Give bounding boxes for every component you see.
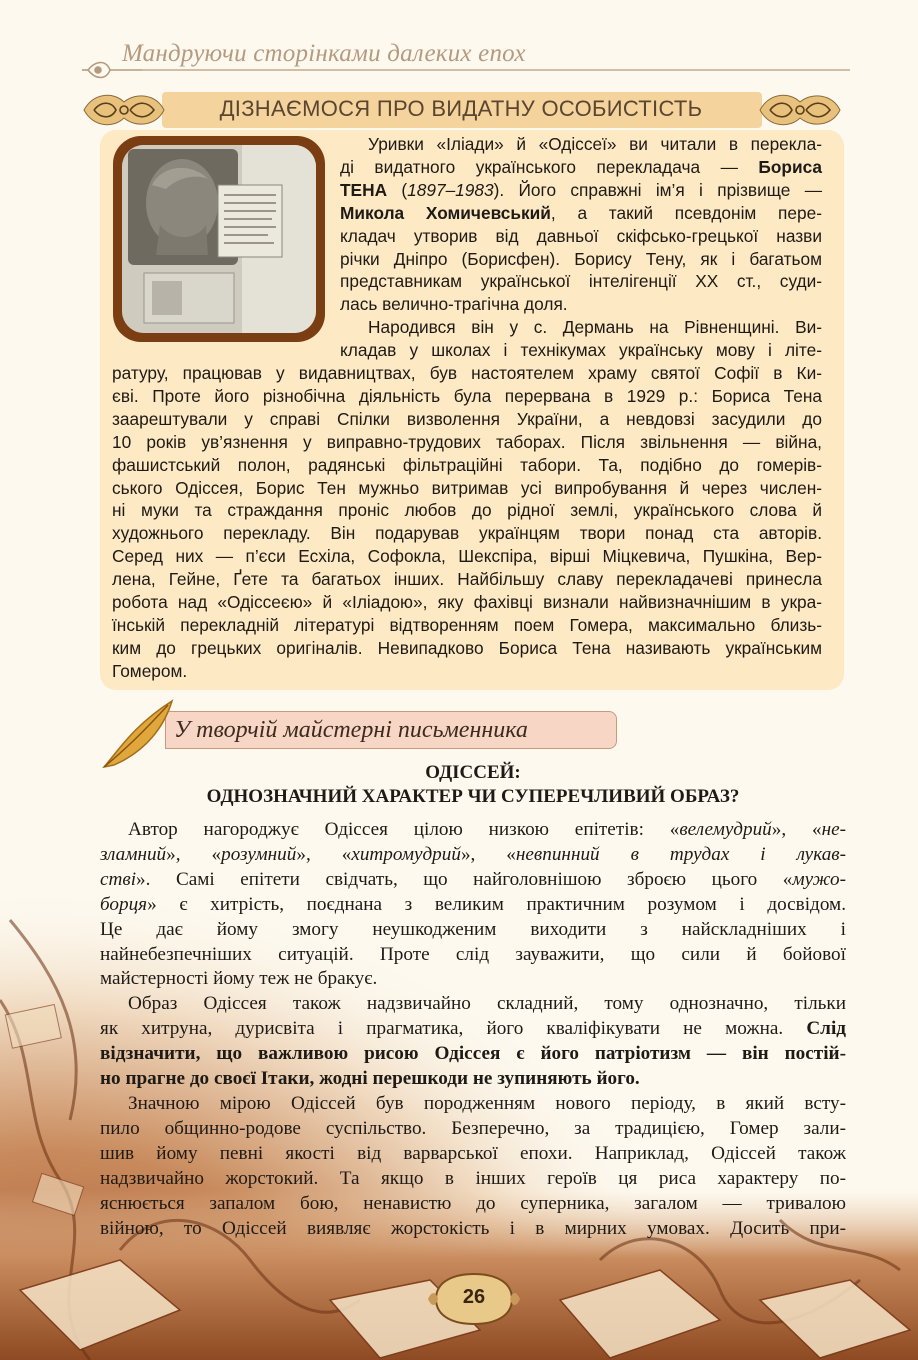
text-line [112, 568, 822, 591]
text-line [100, 992, 846, 1017]
text-line [100, 868, 846, 893]
text-line [112, 362, 822, 385]
text-run: 10 років ув’язнення у виправно-трудових таборах. Після звільнення — війна, [112, 431, 822, 452]
section-label-text: У творчій майстерні письменника [174, 717, 528, 743]
text-run: ). Його справжні ім’я і прізвище — [493, 179, 822, 200]
text-line [112, 614, 822, 637]
text-run: заарештували у справі Спілки визволення України, а невдовзі засудили до [112, 408, 822, 429]
text-run: єві. Проте його різнобічна діяльність була перервана в 1929 р.: Бориса Тена [112, 385, 822, 406]
page-number-badge [426, 1270, 522, 1328]
text-line [340, 316, 822, 339]
text-line [100, 1117, 846, 1142]
text-run: », « [296, 843, 352, 865]
biography-text-wrapped [340, 133, 822, 362]
text-run: ». Самі епітети свідчать, що найголовнішою зброєю цього « [136, 868, 793, 890]
text-run: невпинний в трудах і лукав- [515, 843, 847, 865]
banner-title: ДІЗНАЄМОСЯ ПРО ВИДАТНУ ОСОБИСТІСТЬ [219, 96, 703, 121]
text-run: Автор нагороджує Одіссея цілою низкою епітетів: « [128, 819, 680, 840]
text-run: ського Одіссея, Борис Тен мужньо витримав усі випробування й через числен- [112, 477, 822, 498]
text-line [100, 1017, 846, 1042]
text-run: , а такий псевдонім пере- [550, 202, 822, 223]
text-run: розумний [221, 843, 297, 865]
text-run: робота над «Одіссеєю» й «Іліадою», яку фахівці визнали найвизначнішим в укра- [112, 592, 822, 613]
page-number: 26 [462, 1286, 486, 1308]
text-run: Микола Хомичевський [340, 202, 551, 223]
text-line [340, 339, 822, 362]
portrait-photo-frame [113, 136, 325, 342]
article-title-line-2: ОДНОЗНАЧНИЙ ХАРАКТЕР ЧИ СУПЕРЕЧЛИВИЙ ОБРАЗ? [206, 786, 740, 807]
text-line [340, 248, 822, 271]
text-line [100, 843, 846, 868]
text-line [112, 477, 822, 500]
text-run: лась велично-трагічна доля. [340, 294, 568, 315]
text-run: ( [387, 179, 408, 200]
text-run: фашистський полон, радянські фільтраційні табори. Та, подібно до гомерів- [112, 454, 822, 475]
memorial-plaque-image [122, 145, 316, 333]
text-line [112, 637, 822, 660]
text-run: Серед них — п’єси Есхіла, Софокла, Шекспіра, вірші Міцкевича, Пушкіна, Вер- [112, 546, 822, 567]
text-run: велемудрий [679, 819, 772, 840]
text-run: Це дає йому змогу неушкодженим виходити з найскладніших і [100, 918, 846, 940]
text-line [100, 818, 846, 843]
text-line [100, 1167, 846, 1192]
text-line [100, 967, 846, 992]
text-line [112, 385, 822, 408]
text-line [112, 454, 822, 477]
text-run: Слід [806, 1018, 846, 1040]
text-line [100, 1217, 846, 1242]
text-run: ді видатного українського перекладача — [340, 156, 759, 177]
text-line [340, 225, 822, 248]
text-run: Народився він у с. Дермань на Рівненщині. Ви- [368, 317, 822, 338]
text-run: Уривки «Іліади» й «Одіссеї» ви читали в перекла- [368, 134, 822, 154]
text-run: річки Дніпро (Борисфен). Борису Тену, як і багатьом [340, 248, 822, 269]
article-body [100, 818, 846, 1241]
biography-text-full [112, 362, 822, 683]
text-run: мужо- [792, 868, 846, 890]
text-line [112, 499, 822, 522]
text-line [100, 1192, 846, 1217]
text-line [112, 408, 822, 431]
text-run: яснюється запалом бою, ненавистю до суперника, загалом — тривалою [100, 1192, 846, 1214]
text-run: », « [460, 843, 516, 865]
text-run: як хитруна, дурисвіта і прагматика, його кваліфікувати не можна. [100, 1018, 807, 1040]
text-run: майстерності йому теж не бракує. [100, 968, 378, 990]
text-run: хитромудрий [351, 843, 461, 865]
text-run: », « [771, 819, 822, 840]
text-run: ким до грецьких оригіналів. Невипадково Бориса Тена називають українським [112, 637, 822, 658]
text-run: не- [821, 819, 847, 840]
text-run: війною, то Одіссей виявляє жорстокість і в мирних умовах. Досить при- [100, 1217, 846, 1239]
text-run: 1897–1983 [407, 179, 494, 200]
text-line [100, 1067, 846, 1092]
running-head: Мандруючи сторінками далеких епох [122, 40, 526, 67]
text-run: надзвичайно жорстокий. Та якщо в інших героїв ця риса характеру по- [100, 1167, 846, 1189]
text-line [112, 591, 822, 614]
text-run: но прагне до своєї Ітаки, жодні перешкоди не зупиняють його. [100, 1068, 640, 1090]
text-run: відзначити, що важливою рисою Одіссея є його патріотизм — він постій- [100, 1043, 846, 1065]
text-run: кладач утворив від давньої скіфсько-грецької назви [340, 225, 822, 246]
text-run: борця [100, 893, 148, 915]
text-run: Значною мірою Одіссей був породженням нового періоду, в який всту- [128, 1092, 846, 1114]
text-run: стві [100, 868, 137, 890]
text-line [340, 293, 822, 316]
text-run: Образ Одіссея також надзвичайно складний, тому однозначно, тільки [128, 993, 846, 1015]
section-banner [80, 88, 842, 132]
article-title-line-1: ОДІССЕЙ: [425, 762, 521, 783]
text-run: художнього перекладу. Він подарував українцям твори понад ста авторів. [112, 523, 822, 544]
text-line [340, 270, 822, 293]
text-run: лена, Гейне, Ґете та багатьох інших. Найбільшу славу перекладачеві принесла [112, 569, 822, 590]
text-run: представникам української інтелігенції XX ст., суди- [340, 271, 822, 292]
text-line [112, 660, 822, 683]
text-line [100, 918, 846, 943]
text-run: ТЕНА [340, 179, 388, 200]
header-ornament-rule [80, 56, 850, 86]
text-line [100, 893, 846, 918]
text-line [112, 522, 822, 545]
section-label [165, 711, 617, 749]
text-run: найнебезпечніших ситуацій. Проте слід зауважити, що сили й бойової [100, 943, 846, 965]
text-line [100, 943, 846, 968]
text-line [340, 156, 822, 179]
text-run: ні муки та страждання проніс любов до рідної землі, українського слова й [112, 500, 822, 521]
text-line [112, 545, 822, 568]
text-line [340, 179, 822, 202]
text-run: пило общинно-родове суспільство. Безперечно, за традицією, Гомер зали- [100, 1117, 846, 1139]
text-run: ратуру, працював у видавництвах, був настоятелем храму святої Софії в Ки- [112, 363, 822, 383]
portrait-photo [122, 145, 316, 333]
text-run: », « [166, 843, 222, 865]
text-run: зламний [100, 843, 167, 865]
text-run: Гомером. [112, 660, 188, 681]
text-line [100, 1092, 846, 1117]
text-line [100, 1042, 846, 1067]
text-run: їнській перекладній літературі відтворенням поем Гомера, максимально близь- [112, 614, 822, 635]
text-run: шив йому певні якості від варварської епохи. Наприклад, Одіссей також [100, 1142, 846, 1164]
text-line [340, 133, 822, 156]
text-run: кладав у школах і технікумах українську мову і літе- [340, 340, 822, 361]
text-line [340, 202, 822, 225]
text-run: Бориса [758, 156, 822, 177]
text-line [112, 431, 822, 454]
text-run: » є хитрість, поєднана з великим практичним розумом і досвідом. [147, 893, 846, 915]
text-line [100, 1142, 846, 1167]
